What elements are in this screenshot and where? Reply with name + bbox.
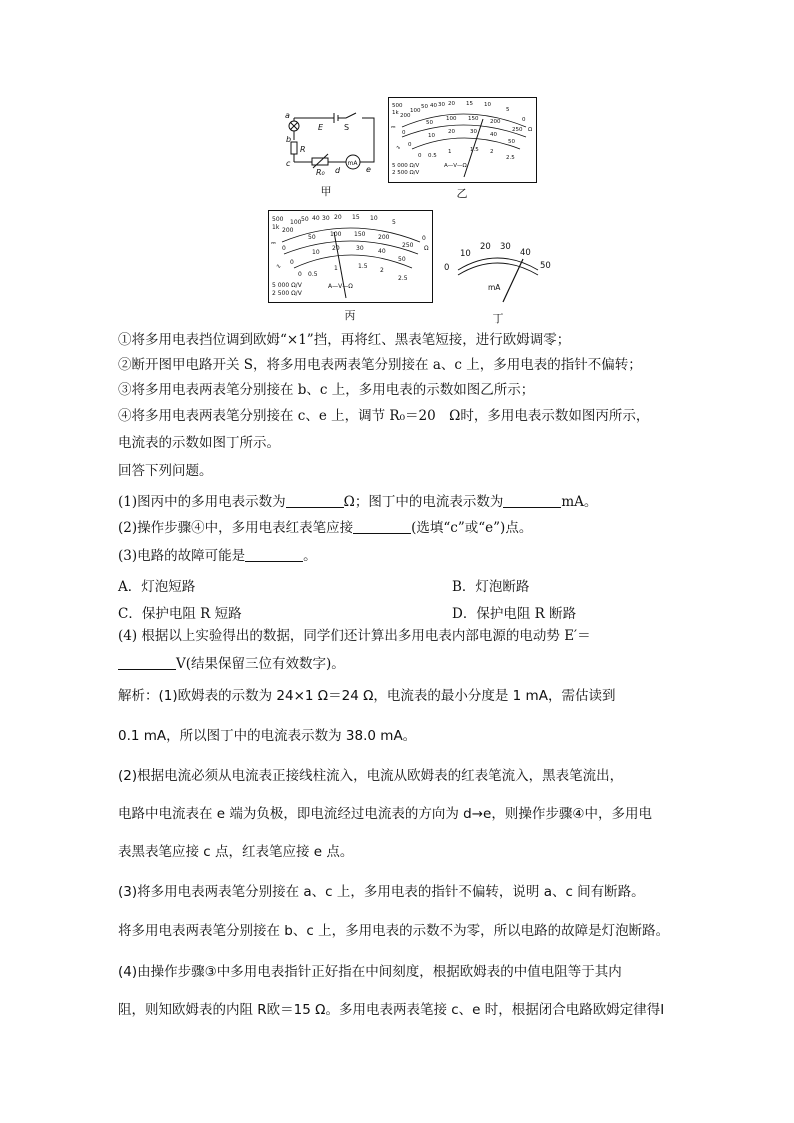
option-c: C．保护电阻 R 短路: [118, 606, 242, 622]
svg-text:A—V—Ω: A—V—Ω: [444, 163, 467, 169]
q3-text-a: (3)电路的故障可能是: [118, 548, 246, 564]
svg-text:∿: ∿: [396, 145, 401, 151]
svg-text:200: 200: [400, 113, 411, 119]
ammeter-dial: [440, 240, 555, 306]
step-1: ①将多用电表挡位调到欧姆“×1”挡，再将红、黑表笔短接，进行欧姆调零；: [118, 332, 571, 348]
figure-yi-multimeter: [388, 97, 537, 183]
q1-text-b: Ω；图丁中的电流表示数为: [343, 494, 504, 510]
step-3: ③将多用电表两表笔分别接在 b、c 上，多用电表的示数如图乙所示；: [118, 382, 535, 398]
option-d: D．保护电阻 R 断路: [452, 606, 577, 622]
question-4-line1: (4) 根据以上实验得出的数据，同学们还计算出多用电表内部电源的电动势 E′＝: [118, 628, 591, 644]
svg-text:40: 40: [430, 103, 437, 109]
svg-text:15: 15: [352, 214, 360, 221]
svg-text:150: 150: [354, 231, 366, 238]
svg-text:0: 0: [408, 142, 412, 148]
svg-text:b: b: [286, 135, 292, 144]
svg-text:100: 100: [446, 116, 457, 122]
svg-text:20: 20: [334, 214, 342, 221]
svg-text:40: 40: [520, 248, 531, 258]
svg-text:30: 30: [500, 242, 511, 252]
svg-text:0.5: 0.5: [308, 271, 318, 278]
step-2: ②断开图甲电路开关 S，将多用电表两表笔分别接在 a、c 上，多用电表的指针不偏转；: [118, 357, 642, 373]
svg-text:200: 200: [490, 119, 501, 125]
svg-text:Ω: Ω: [528, 127, 533, 133]
svg-text:0: 0: [522, 117, 526, 123]
svg-text:20: 20: [332, 245, 340, 252]
questions-intro: 回答下列问题。: [118, 463, 213, 479]
svg-text:R₀: R₀: [316, 168, 325, 176]
svg-text:20: 20: [448, 101, 455, 107]
caption-bing: 丙: [344, 309, 356, 322]
solution-p2-line3: 表黑表笔应接 c 点，红表笔应接 e 点。: [118, 844, 354, 860]
svg-text:1k: 1k: [392, 110, 399, 116]
question-4-line2: [118, 657, 345, 672]
svg-text:50: 50: [426, 120, 433, 126]
step-4-line1: ④将多用电表两表笔分别接在 c、e 上，调节 R₀＝20 Ω时，多用电表示数如图丙所示，: [118, 408, 650, 424]
answer-blank-ohm: [286, 495, 344, 508]
svg-text:10: 10: [370, 215, 378, 222]
svg-text:200: 200: [282, 227, 294, 234]
svg-text:50: 50: [301, 216, 309, 223]
option-a: A．灯泡短路: [118, 579, 196, 595]
svg-text:2 500 Ω/V: 2 500 Ω/V: [392, 170, 420, 176]
svg-text:30: 30: [322, 215, 330, 222]
multimeter-dial-bing: [268, 210, 433, 303]
solution-p1-line1: 解析：(1)欧姆表的示数为 24×1 Ω＝24 Ω，电流表的最小分度是 1 mA，需估读到: [118, 688, 616, 704]
svg-text:e: e: [366, 165, 371, 174]
svg-text:0.5: 0.5: [428, 153, 437, 159]
svg-text:5: 5: [392, 219, 396, 226]
svg-text:0: 0: [298, 271, 302, 278]
answer-blank-fault: [245, 549, 303, 562]
svg-text:2: 2: [380, 267, 384, 274]
svg-text:⎓: ⎓: [391, 125, 396, 131]
svg-text:50: 50: [308, 234, 316, 241]
svg-text:2 500 Ω/V: 2 500 Ω/V: [272, 290, 302, 297]
svg-text:1: 1: [448, 149, 452, 155]
svg-text:2: 2: [490, 149, 494, 155]
svg-text:250: 250: [402, 242, 414, 249]
svg-text:100: 100: [410, 108, 421, 114]
svg-text:0: 0: [418, 153, 422, 159]
svg-text:50: 50: [421, 104, 428, 110]
q2-text-a: (2)操作步骤④中，多用电表红表笔应接: [118, 520, 354, 536]
svg-text:5 000 Ω/V: 5 000 Ω/V: [392, 163, 420, 169]
solution-p3-line2: 将多用电表两表笔分别接在 b、c 上，多用电表的示数不为零，所以电路的故障是灯泡断路。: [118, 923, 670, 939]
step-4-line2: 电流表的示数如图丁所示。: [118, 435, 280, 451]
svg-text:40: 40: [378, 248, 386, 255]
svg-text:R: R: [300, 145, 306, 154]
svg-text:0: 0: [444, 263, 450, 273]
svg-text:30: 30: [470, 129, 477, 135]
svg-text:40: 40: [312, 215, 320, 222]
svg-text:20: 20: [448, 129, 455, 135]
svg-text:2.5: 2.5: [398, 275, 408, 282]
svg-text:500: 500: [272, 216, 284, 223]
svg-text:5: 5: [506, 107, 510, 113]
solution-p4-line2: 阻，则知欧姆表的内阻 R欧＝15 Ω。多用电表两表笔接 c、e 时，根据闭合电路欧姆定律得I: [118, 1002, 665, 1018]
svg-text:E: E: [318, 123, 324, 132]
svg-text:10: 10: [460, 249, 471, 259]
q1-text-c: mA。: [561, 494, 598, 510]
figure-jia-circuit: [282, 104, 378, 176]
svg-text:15: 15: [466, 101, 473, 107]
svg-text:∿: ∿: [276, 263, 282, 270]
q2-text-b: (选填“c”或“e”)点。: [411, 520, 533, 536]
svg-text:5 000 Ω/V: 5 000 Ω/V: [272, 282, 302, 289]
circuit-diagram: [282, 104, 378, 176]
svg-text:10: 10: [484, 102, 491, 108]
svg-text:50: 50: [540, 261, 551, 271]
figure-bing-multimeter: [268, 210, 433, 303]
svg-text:10: 10: [312, 249, 320, 256]
svg-text:2.5: 2.5: [506, 155, 515, 161]
svg-text:30: 30: [438, 102, 445, 108]
caption-yi: 乙: [456, 187, 468, 200]
solution-p3-line1: (3)将多用电表两表笔分别接在 a、c 上，多用电表的指针不偏转，说明 a、c 间有断路。: [118, 884, 645, 900]
svg-text:20: 20: [480, 242, 491, 252]
svg-text:0: 0: [282, 245, 286, 252]
caption-ding: 丁: [492, 312, 504, 325]
svg-text:⎓: ⎓: [271, 240, 276, 247]
question-3: [118, 549, 317, 564]
svg-text:c: c: [286, 159, 291, 168]
multimeter-dial-yi: [388, 97, 537, 183]
svg-text:50: 50: [398, 256, 406, 263]
solution-p1-line2: 0.1 mA，所以图丁中的电流表示数为 38.0 mA。: [118, 728, 417, 744]
solution-p4-line1: (4)由操作步骤③中多用电表指针正好指在中间刻度，根据欧姆表的中值电阻等于其内: [118, 964, 622, 980]
svg-text:0: 0: [402, 130, 406, 136]
solution-p2-line1: (2)根据电流必须从电流表正接线柱流入，电流从欧姆表的红表笔流入，黑表笔流出，: [118, 768, 624, 784]
question-1: [118, 495, 597, 510]
solution-p2-line2: 电路中电流表在 e 端为负极，即电流经过电流表的方向为 d→e，则操作步骤④中，多用电: [118, 806, 652, 822]
svg-text:A—V—Ω: A—V—Ω: [328, 283, 353, 290]
svg-text:100: 100: [330, 231, 342, 238]
svg-text:S: S: [344, 123, 350, 132]
svg-text:1.5: 1.5: [470, 147, 479, 153]
svg-text:mA: mA: [347, 160, 358, 167]
svg-text:500: 500: [392, 103, 403, 109]
svg-text:150: 150: [468, 116, 479, 122]
option-b: B．灯泡断路: [452, 579, 530, 595]
answer-blank-ma: [503, 495, 561, 508]
svg-text:0: 0: [422, 235, 426, 242]
svg-text:100: 100: [290, 219, 302, 226]
question-2: [118, 521, 532, 536]
answer-blank-probe: [353, 521, 411, 534]
svg-text:d: d: [335, 166, 341, 175]
svg-text:50: 50: [508, 139, 515, 145]
svg-text:200: 200: [378, 234, 390, 241]
svg-text:Ω: Ω: [424, 245, 429, 252]
svg-text:1.5: 1.5: [358, 263, 368, 270]
svg-text:1k: 1k: [272, 224, 280, 231]
svg-text:1: 1: [334, 265, 338, 272]
figure-ding-ammeter: [440, 240, 555, 306]
svg-text:0: 0: [290, 259, 294, 266]
svg-text:a: a: [285, 111, 290, 120]
svg-text:40: 40: [490, 132, 497, 138]
answer-blank-emf: [118, 657, 176, 670]
caption-jia: 甲: [320, 185, 332, 198]
svg-text:30: 30: [356, 245, 364, 252]
q1-text-a: (1)图丙中的多用电表示数为: [118, 494, 286, 510]
svg-text:mA: mA: [488, 283, 501, 292]
q4-text-b: V(结果保留三位有效数字)。: [176, 656, 345, 672]
svg-text:10: 10: [428, 133, 435, 139]
svg-text:250: 250: [512, 127, 523, 133]
q3-text-b: 。: [303, 548, 317, 564]
